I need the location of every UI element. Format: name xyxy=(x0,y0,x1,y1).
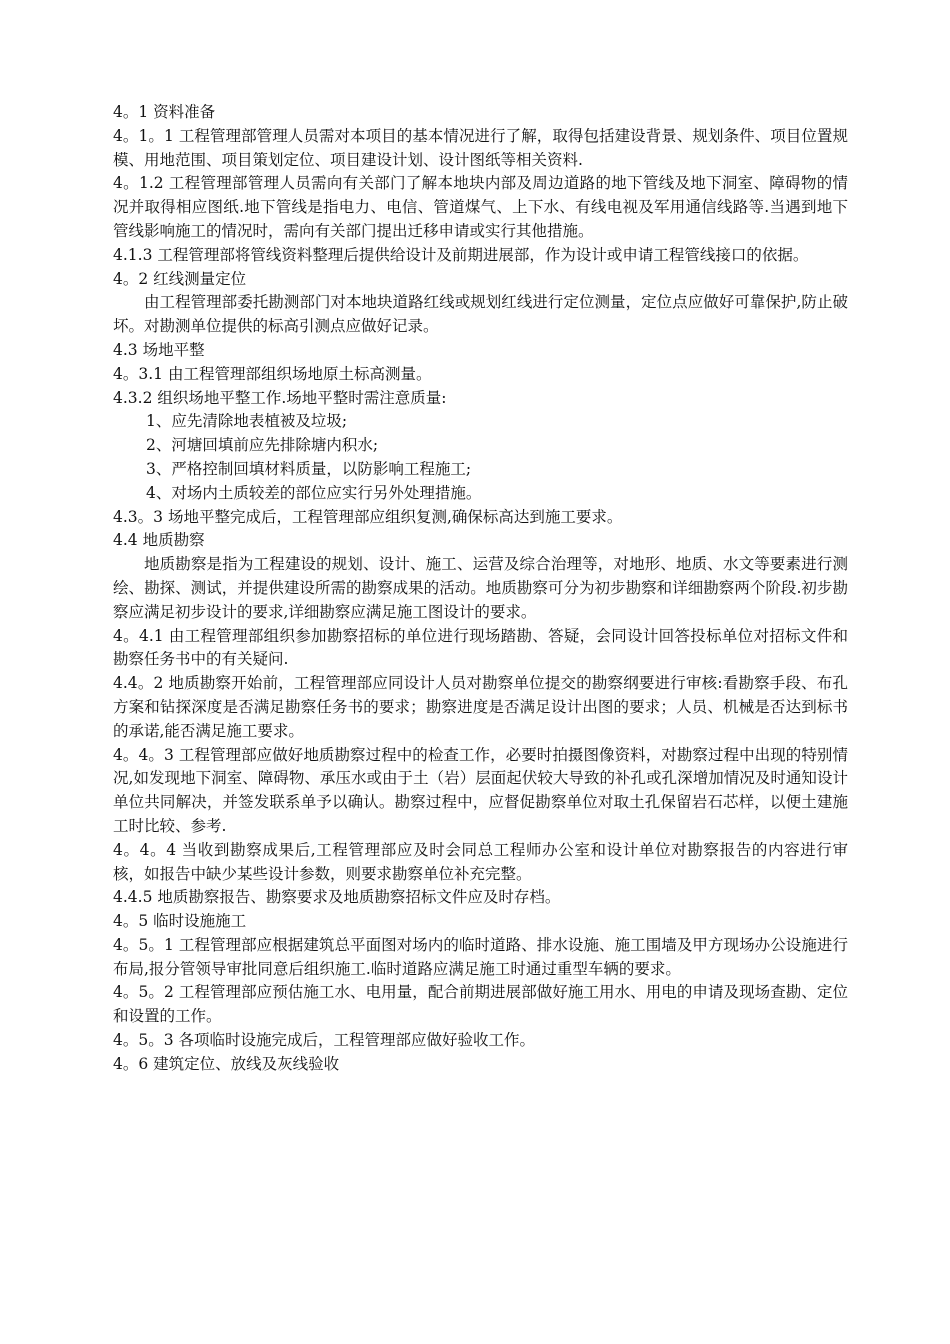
paragraph: 4。5。1 工程管理部应根据建筑总平面图对场内的临时道路、排水设施、施工围墙及甲方现场办公设施进行布局,报分管领导审批同意后组织施工.临时道路应满足施工时通过重型车辆的要求。 xyxy=(113,935,848,978)
paragraph: 4.3.2 组织场地平整工作.场地平整时需注意质量: xyxy=(113,388,447,407)
list-item: 2、河塘回填前应先排除塘内积水; xyxy=(146,436,379,455)
section-heading: 4。5 临时设施施工 xyxy=(113,912,247,931)
paragraph: 地质勘察是指为工程建设的规划、设计、施工、运营及综合治理等，对地形、地质、水文等要素进行测绘、勘探、测试，并提供建设所需的勘察成果的活动。地质勘察可分为初步勘察和详细勘察两个阶段.初步勘察应满足初步设计的要求,详细勘察应满足施工图设计的要求。 xyxy=(113,555,848,621)
paragraph: 4。3.1 由工程管理部组织场地原土标高测量。 xyxy=(113,364,432,383)
paragraph: 4.1.3 工程管理部将管线资料整理后提供给设计及前期进展部，作为设计或申请工程管线接口的依据。 xyxy=(113,245,809,264)
paragraph: 4。5。3 各项临时设施完成后，工程管理部应做好验收工作。 xyxy=(113,1031,536,1050)
paragraph: 由工程管理部委托勘测部门对本地块道路红线或规划红线进行定位测量，定位点应做好可靠保护,防止破坏。对勘测单位提供的标高引测点应做好记录。 xyxy=(113,293,848,336)
list-item: 1、应先清除地表植被及垃圾; xyxy=(146,412,348,431)
paragraph: 4。4。4 当收到勘察成果后,工程管理部应及时会同总工程师办公室和设计单位对勘察报告的内容进行审核，如报告中缺少某些设计参数，则要求勘察单位补充完整。 xyxy=(113,840,848,883)
section-heading: 4.3 场地平整 xyxy=(113,340,205,359)
paragraph: 4.4。2 地质勘察开始前，工程管理部应同设计人员对勘察单位提交的勘察纲要进行审核:看勘察手段、布孔方案和钻探深度是否满足勘察任务书的要求；勘察进度是否满足设计出图的要求；人员、机械是否达到标书的承诺,能否满足施工要求。 xyxy=(113,674,848,740)
section-heading: 4。1 资料准备 xyxy=(113,103,216,121)
paragraph: 4。4。3 工程管理部应做好地质勘察过程中的检查工作，必要时拍摄图像资料，对勘察过程中出现的特别情况,如发现地下洞室、障碍物、承压水或由于土（岩）层面起伏较大导致的补孔或孔深增加情况及时通知设计单位共同解决，并签发联系单予以确认。勘察过程中，应督促勘察单位对取土孔保留岩石芯样，以便土建施工时比较、参考. xyxy=(113,745,848,835)
document-body xyxy=(113,101,848,1077)
section-heading: 4.4 地质勘察 xyxy=(113,531,205,550)
paragraph: 4.3。3 场地平整完成后，工程管理部应组织复测,确保标高达到施工要求。 xyxy=(113,507,623,526)
section-heading: 4。2 红线测量定位 xyxy=(113,269,247,288)
paragraph: 4。1。1 工程管理部管理人员需对本项目的基本情况进行了解，取得包括建设背景、规划条件、项目位置规模、用地范围、项目策划定位、项目建设计划、设计图纸等相关资料. xyxy=(113,126,848,169)
paragraph: 4。4.1 由工程管理部组织参加勘察招标的单位进行现场踏勘、答疑，会同设计回答投标单位对招标文件和勘察任务书中的有关疑问. xyxy=(113,626,848,669)
paragraph: 4.4.5 地质勘察报告、勘察要求及地质勘察招标文件应及时存档。 xyxy=(113,888,561,907)
paragraph: 4。1.2 工程管理部管理人员需向有关部门了解本地块内部及周边道路的地下管线及地下洞室、障碍物的情况并取得相应图纸.地下管线是指电力、电信、管道煤气、上下水、有线电视及军用通信线路等.当遇到地下管线影响施工的情况时，需向有关部门提出迁移申请或实行其他措施。 xyxy=(113,174,848,240)
section-heading: 4。6 建筑定位、放线及灰线验收 xyxy=(113,1054,340,1073)
list-item: 3、严格控制回填材料质量，以防影响工程施工; xyxy=(146,459,472,478)
paragraph: 4。5。2 工程管理部应预估施工水、电用量，配合前期进展部做好施工用水、用电的申请及现场查勘、定位和设置的工作。 xyxy=(113,983,848,1026)
list-item: 4、对场内土质较差的部位应实行另外处理措施。 xyxy=(146,483,482,502)
